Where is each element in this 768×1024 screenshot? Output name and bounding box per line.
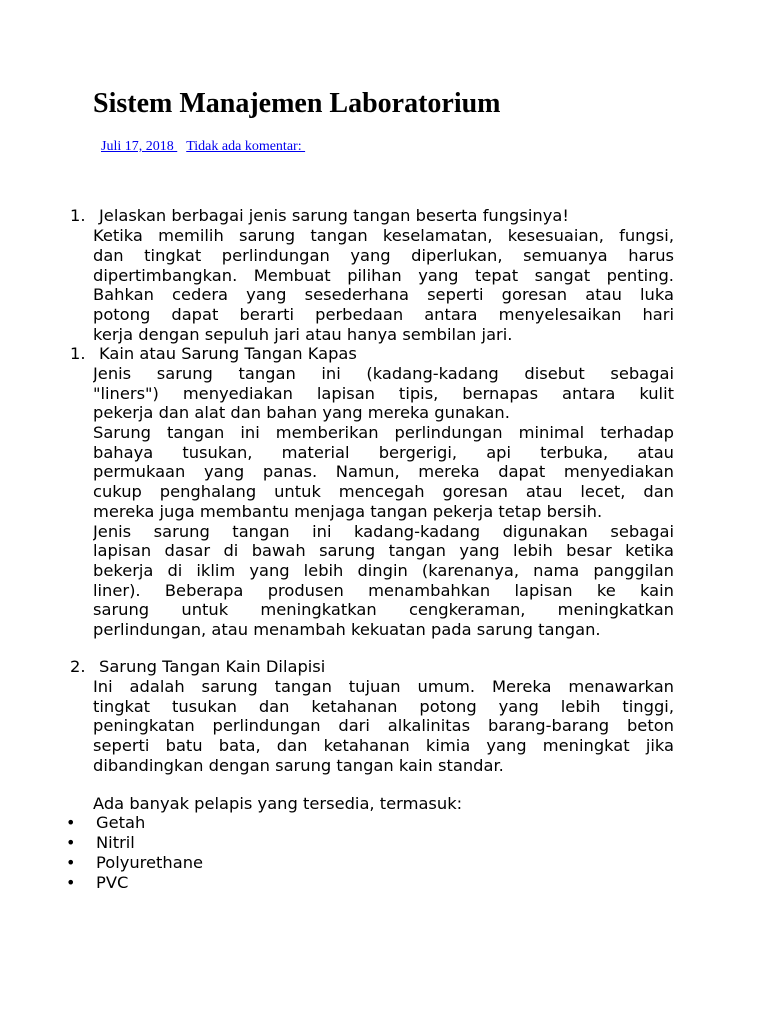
- paragraph-line: sarung untuk meningkatkan cengkeraman, meningkatkan: [93, 600, 674, 619]
- paragraph-line: potong dapat berarti perbedaan antara menyelesaikan hari: [93, 305, 674, 324]
- paragraph-line: dan tingkat perlindungan yang diperlukan, semuanya harus: [93, 246, 674, 265]
- paragraph-line: Bahkan cedera yang sesederhana seperti goresan atau luka: [93, 285, 674, 304]
- paragraph-line: perlindungan, atau menambah kekuatan pada sarung tangan.: [93, 620, 601, 639]
- section-heading-glove-types: Jelaskan berbagai jenis sarung tangan beserta fungsinya!: [99, 206, 569, 225]
- list-number: 1.: [70, 344, 86, 363]
- post-title: Sistem Manajemen Laboratorium: [93, 88, 501, 119]
- paragraph-line: kerja dengan sepuluh jari atau hanya sembilan jari.: [93, 325, 513, 344]
- list-number: 2.: [70, 657, 86, 676]
- coating-item: Getah: [96, 813, 146, 832]
- section-heading-coated-gloves: Sarung Tangan Kain Dilapisi: [99, 657, 326, 676]
- paragraph-line: bekerja di iklim yang lebih dingin (karenanya, nama panggilan: [93, 561, 674, 580]
- bullet-icon: •: [66, 833, 76, 852]
- paragraph-line: lapisan dasar di bawah sarung tangan yang lebih besar ketika: [93, 541, 674, 560]
- paragraph-line: Jenis sarung tangan ini kadang-kadang digunakan sebagai: [93, 522, 674, 541]
- paragraph-line: Jenis sarung tangan ini (kadang-kadang disebut sebagai: [93, 364, 674, 383]
- list-number: 1.: [70, 206, 86, 225]
- paragraph-line: peningkatan perlindungan dari alkalinitas barang-barang beton: [93, 716, 674, 735]
- paragraph-line: liner). Beberapa produsen menambahkan lapisan ke kain: [93, 581, 674, 600]
- paragraph-line: mereka juga membantu menjaga tangan pekerja tetap bersih.: [93, 502, 603, 521]
- paragraph-line: permukaan yang panas. Namun, mereka dapat menyediakan: [93, 462, 674, 481]
- bullet-icon: •: [66, 853, 76, 872]
- paragraph-line: Sarung tangan ini memberikan perlindungan minimal terhadap: [93, 423, 674, 442]
- bullet-icon: •: [66, 813, 76, 832]
- post-meta: [101, 138, 305, 156]
- paragraph-line: "liners") menyediakan lapisan tipis, bernapas antara kulit: [93, 384, 674, 403]
- paragraph-line: Ketika memilih sarung tangan keselamatan, kesesuaian, fungsi,: [93, 226, 674, 245]
- section-heading-cotton-gloves: Kain atau Sarung Tangan Kapas: [99, 344, 357, 363]
- coating-item: Nitril: [96, 833, 135, 852]
- paragraph-line: pekerja dan alat dan bahan yang mereka gunakan.: [93, 403, 510, 422]
- coating-item: Polyurethane: [96, 853, 204, 872]
- paragraph-line: cukup penghalang untuk mencegah goresan atau lecet, dan: [93, 482, 674, 501]
- coatings-intro: Ada banyak pelapis yang tersedia, termasuk:: [93, 794, 463, 813]
- paragraph-line: bahaya tusukan, material bergerigi, api terbuka, atau: [93, 443, 674, 462]
- paragraph-line: seperti batu bata, dan ketahanan kimia yang meningkat jika: [93, 736, 674, 755]
- paragraph-line: dibandingkan dengan sarung tangan kain standar.: [93, 756, 504, 775]
- post-date-link[interactable]: Juli 17, 2018: [101, 139, 178, 154]
- paragraph-line: dipertimbangkan. Membuat pilihan yang tepat sangat penting.: [93, 266, 674, 285]
- coating-item: PVC: [96, 873, 129, 892]
- paragraph-line: tingkat tusukan dan ketahanan potong yang lebih tinggi,: [93, 697, 674, 716]
- comments-link[interactable]: Tidak ada komentar:: [186, 139, 306, 154]
- paragraph-line: Ini adalah sarung tangan tujuan umum. Mereka menawarkan: [93, 677, 674, 696]
- bullet-icon: •: [66, 873, 76, 892]
